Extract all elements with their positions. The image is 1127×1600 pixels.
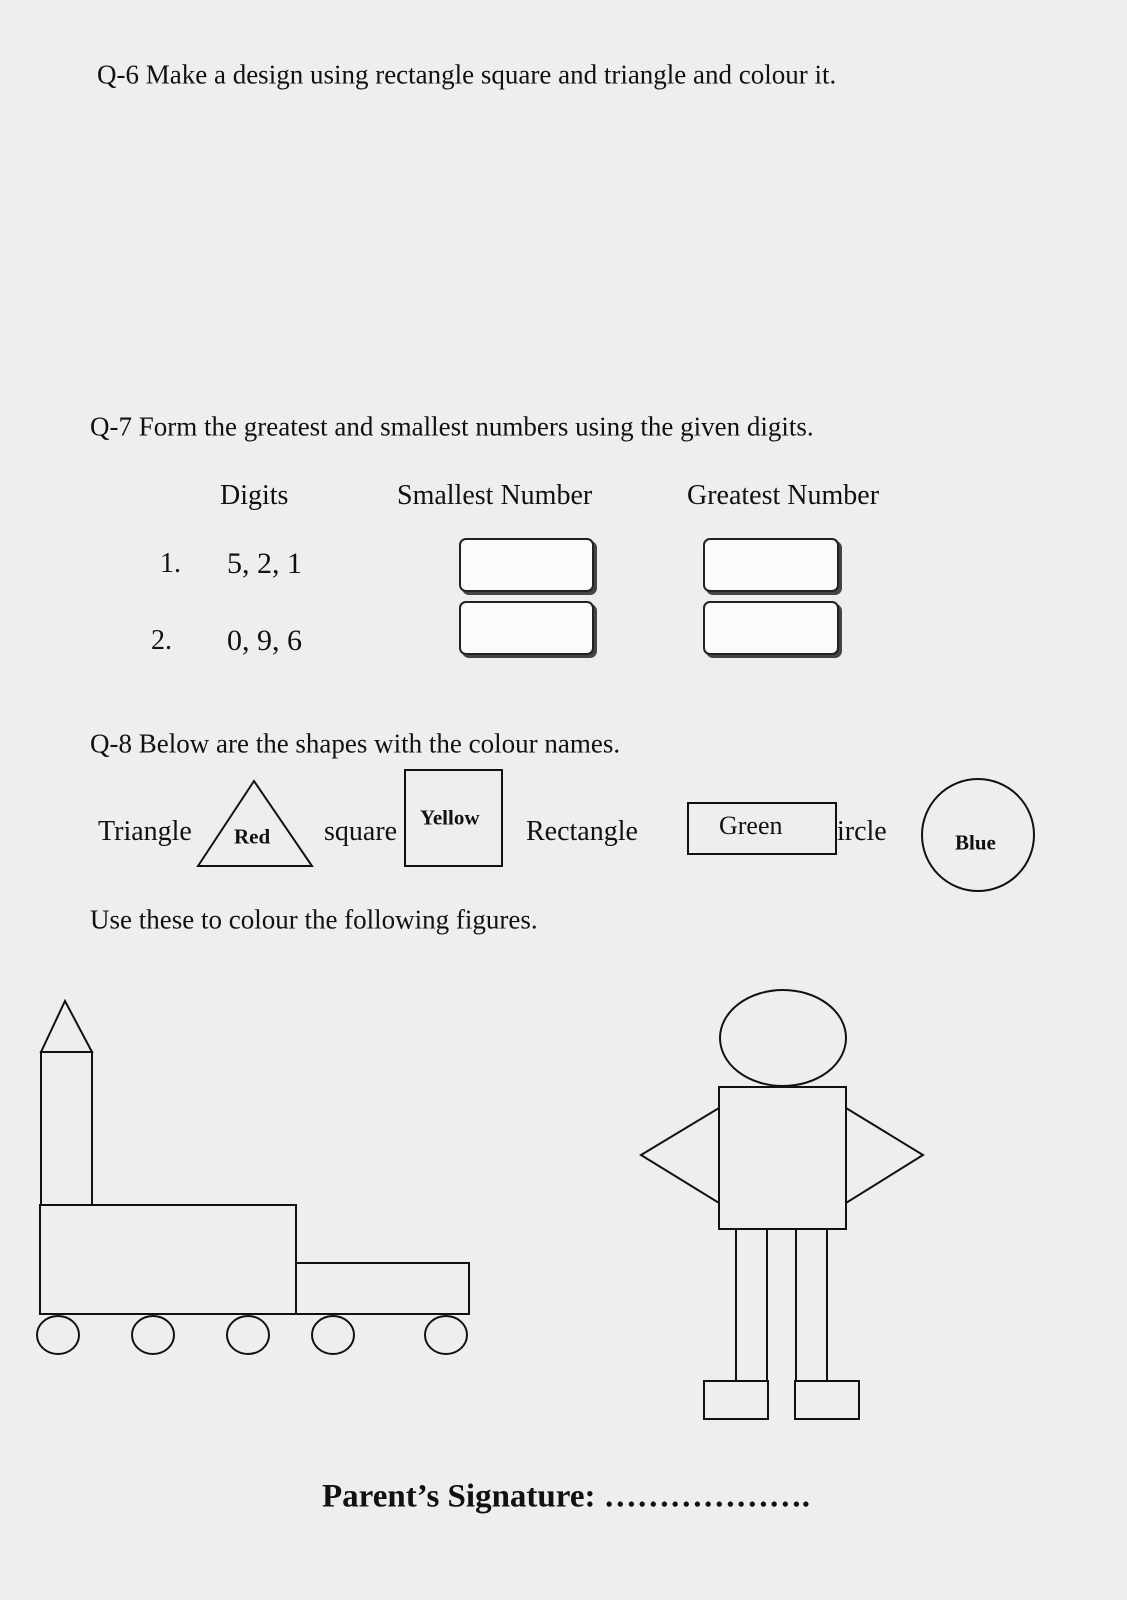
train-wheel xyxy=(132,1316,174,1354)
train-wheel xyxy=(37,1316,79,1354)
parents-signature: Parent’s Signature: ………………. xyxy=(322,1478,810,1515)
colour-label-green: Green xyxy=(719,811,783,840)
robot-left-leg xyxy=(736,1229,767,1381)
row-digits: 0, 9, 6 xyxy=(227,624,302,657)
question-7: Q-7 Form the greatest and smallest numbers using the given digits. xyxy=(90,411,814,442)
header-greatest: Greatest Number xyxy=(687,480,880,511)
robot-right-leg xyxy=(796,1229,827,1381)
shape-label-square: square xyxy=(324,816,398,847)
train-tower-rect xyxy=(41,1052,92,1205)
question-6: Q-6 Make a design using rectangle square and triangle and colour it. xyxy=(97,59,837,90)
robot-head xyxy=(720,990,846,1086)
row-number: 1. xyxy=(160,548,181,579)
train-wheel xyxy=(227,1316,269,1354)
robot-body xyxy=(719,1087,846,1229)
header-digits: Digits xyxy=(220,480,289,511)
shape-label-rectangle: Rectangle xyxy=(526,816,638,847)
row-number: 2. xyxy=(151,625,172,656)
robot-left-foot xyxy=(704,1381,768,1419)
robot-left-arm xyxy=(641,1108,719,1203)
row-digits: 5, 2, 1 xyxy=(227,547,302,580)
colour-label-blue: Blue xyxy=(955,830,996,855)
shape-label-triangle: Triangle xyxy=(98,816,192,847)
red-triangle-shape xyxy=(198,781,312,866)
train-wheel xyxy=(425,1316,467,1354)
robot-right-foot xyxy=(795,1381,859,1419)
instruction-text: Use these to colour the following figures. xyxy=(90,904,538,935)
shape-label-circle: ircle xyxy=(837,816,887,847)
train-carriage-rect xyxy=(296,1263,469,1314)
robot-right-arm xyxy=(846,1108,923,1203)
train-wheel xyxy=(312,1316,354,1354)
train-spire-triangle xyxy=(41,1001,92,1052)
question-8: Q-8 Below are the shapes with the colour names. xyxy=(90,728,621,759)
train-engine-rect xyxy=(40,1205,296,1314)
header-smallest: Smallest Number xyxy=(397,480,593,511)
colour-label-yellow: Yellow xyxy=(420,805,480,830)
colour-label-red: Red xyxy=(234,824,271,849)
